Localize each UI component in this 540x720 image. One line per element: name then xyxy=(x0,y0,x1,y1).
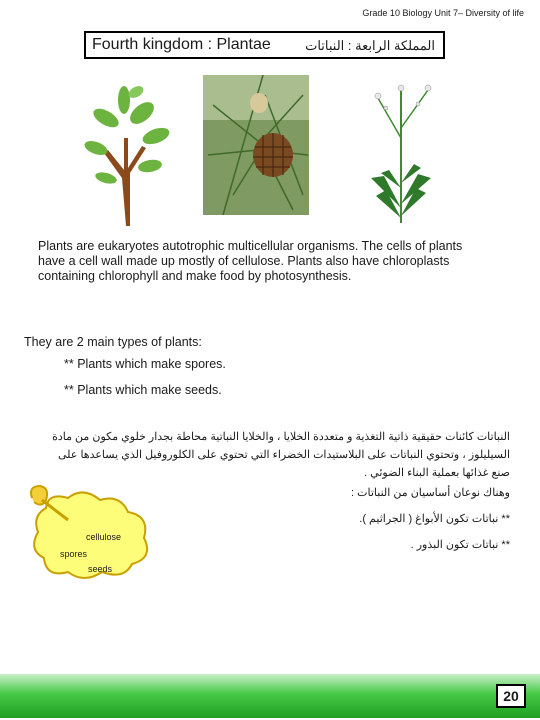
tree-illustration xyxy=(84,78,174,228)
course-header: Grade 10 Biology Unit 7– Diversity of life xyxy=(362,8,524,18)
arabic-type-spores: ** نباتات تكون الأبواغ ( الجراثيم ). xyxy=(359,513,510,525)
title-english: Fourth kingdom : Plantae xyxy=(92,36,271,53)
title-arabic: المملكة الرابعة : النباتات xyxy=(305,38,435,53)
arabic-type-seeds: ** نباتات تكون البذور . xyxy=(410,539,510,551)
intro-paragraph: Plants are eukaryotes autotrophic multicellular organisms. The cells of plants have a cell wall made up mostly of cellulose. Plants also have chloroplasts containing chlorophyll and make food by photosynthesis. xyxy=(38,239,463,283)
note-word-seeds: seeds xyxy=(88,564,113,574)
type-item-seeds: ** Plants which make seeds. xyxy=(64,383,222,397)
title-box xyxy=(84,31,445,59)
pine-cone-photo xyxy=(203,75,309,215)
herb-plant-illustration xyxy=(356,78,446,228)
arabic-intro-paragraph: النباتات كائنات حقيقية ذاتية التغذية و متعددة الخلايا ، والخلايا النباتية محاطة بجدار خلوي مكون من مادة السيليلوز ، وتحتوي النباتات على البلاستيدات الخضراء التي تحتوي على الكلوروفيل الذي يساعدها على صنع غذائها بعملية البناء الضوئي . xyxy=(52,431,510,479)
arabic-types-intro: وهناك نوعان أساسيان من النباتات : xyxy=(351,487,510,499)
note-word-cellulose: cellulose xyxy=(86,532,122,542)
type-item-spores: ** Plants which make spores. xyxy=(64,357,226,371)
types-intro: They are 2 main types of plants: xyxy=(24,335,202,349)
note-word-spores: spores xyxy=(60,549,88,559)
vocabulary-note xyxy=(28,480,158,580)
page-number: 20 xyxy=(496,684,526,708)
footer-bar xyxy=(0,674,540,718)
